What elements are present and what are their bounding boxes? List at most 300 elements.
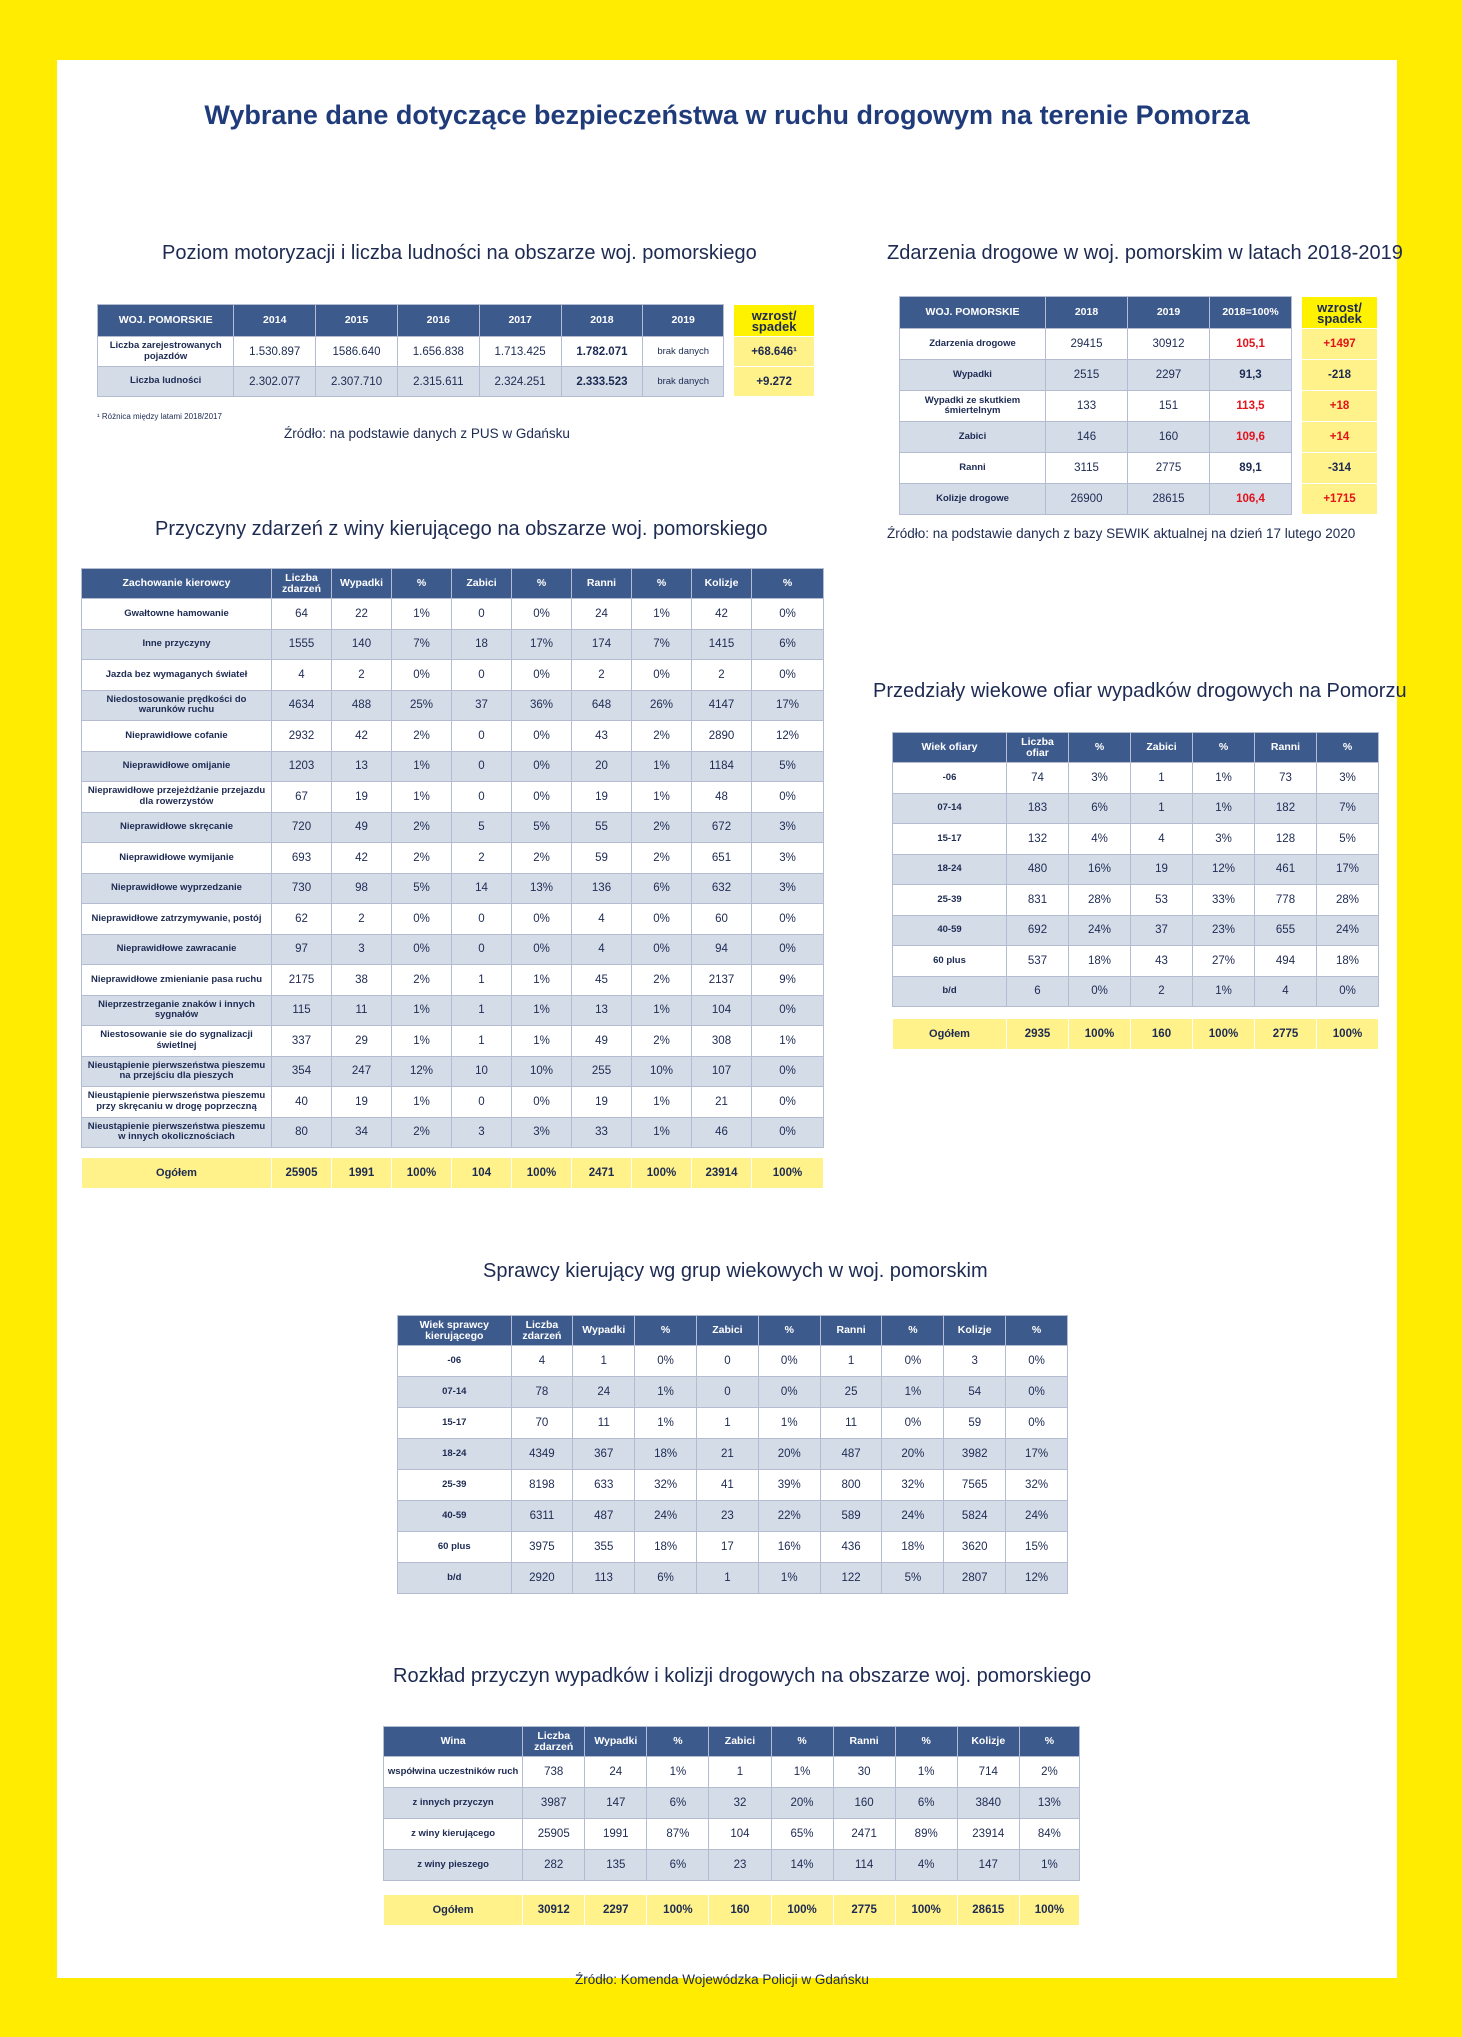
cell-value: 22 — [332, 599, 392, 630]
spacer-cell — [1292, 422, 1302, 453]
row-label: z winy kierującego — [384, 1819, 523, 1850]
row-label: Nieustąpienie pierwszeństwa pieszemu na przejściu dla pieszych — [82, 1056, 272, 1087]
column-header: 2019 — [643, 305, 724, 337]
total-value: 100% — [1317, 1019, 1379, 1050]
change-value: +9.272 — [734, 367, 815, 397]
cell-value: 0 — [452, 782, 512, 813]
row-label: Wypadki ze skutkiem śmiertelnym — [900, 391, 1046, 422]
row-label: z innych przyczyn — [384, 1788, 523, 1819]
total-value: 100% — [771, 1895, 833, 1926]
row-label: 15-17 — [398, 1408, 512, 1439]
cell-value: 11 — [332, 995, 392, 1026]
column-header: % — [392, 569, 452, 599]
cell-value: 2 — [332, 660, 392, 691]
cell-value: 1.656.838 — [397, 337, 479, 367]
cell-value: 1% — [392, 782, 452, 813]
cell-value: 1% — [632, 1117, 692, 1148]
drivers-table — [397, 1315, 1068, 1594]
cell-value: 0 — [452, 599, 512, 630]
cell-value: 4 — [511, 1346, 573, 1377]
cell-value: 461 — [1255, 854, 1317, 885]
cell-value: 98 — [332, 873, 392, 904]
cell-value: 18% — [635, 1439, 697, 1470]
total-value: 100% — [647, 1895, 709, 1926]
cell-value: 0% — [752, 782, 824, 813]
cell-value: 54 — [944, 1377, 1006, 1408]
table-row — [82, 995, 824, 1026]
cell-value: 132 — [1007, 824, 1069, 855]
cell-value: 2 — [692, 660, 752, 691]
cell-value: 24 — [573, 1377, 635, 1408]
spacer-cell — [724, 305, 734, 337]
cell-value: 0 — [452, 721, 512, 752]
cell-value: 13 — [332, 751, 392, 782]
cell-value: 24 — [572, 599, 632, 630]
cell-value: 1% — [1019, 1850, 1079, 1881]
cell-value: 32 — [709, 1788, 771, 1819]
cell-value: 19 — [332, 1087, 392, 1118]
cell-value: 89% — [895, 1819, 957, 1850]
change-value: +1715 — [1302, 484, 1378, 515]
column-header: Wina — [384, 1727, 523, 1757]
row-label: 60 plus — [398, 1532, 512, 1563]
change-value: +14 — [1302, 422, 1378, 453]
cell-value: 0 — [697, 1346, 759, 1377]
cell-value: 2% — [1019, 1757, 1079, 1788]
cell-value: 1 — [697, 1563, 759, 1594]
table-row — [893, 946, 1379, 977]
poster-page — [57, 60, 1407, 1987]
column-header: % — [1317, 733, 1379, 763]
cell-value: 3 — [332, 934, 392, 965]
column-header: Kolizje — [692, 569, 752, 599]
row-label: Nieprawidłowe wymijanie — [82, 843, 272, 874]
spacer-cell — [724, 337, 734, 367]
cell-value: 480 — [1007, 854, 1069, 885]
cell-value: 2.333.523 — [561, 367, 643, 397]
table-row — [900, 360, 1378, 391]
column-header: Wypadki — [573, 1316, 635, 1346]
cell-value: 1% — [392, 1026, 452, 1057]
cell-value: 24% — [1069, 915, 1131, 946]
cell-value: 3% — [752, 843, 824, 874]
cell-value: 38 — [332, 965, 392, 996]
cell-value: 0% — [512, 1087, 572, 1118]
cell-value: 104 — [709, 1819, 771, 1850]
table-row — [82, 1087, 824, 1118]
cell-value: 160 — [1128, 422, 1210, 453]
change-value: +1497 — [1302, 329, 1378, 360]
cell-value: 1.713.425 — [479, 337, 561, 367]
row-label: Nieprawidłowe omijanie — [82, 751, 272, 782]
cell-value: 7% — [392, 629, 452, 660]
cell-value: 45 — [572, 965, 632, 996]
cell-value: 1% — [1193, 793, 1255, 824]
cell-value: 25% — [392, 690, 452, 721]
cell-value: 12% — [1193, 854, 1255, 885]
cell-value: 8198 — [511, 1470, 573, 1501]
cell-value: 17% — [512, 629, 572, 660]
column-header: Wypadki — [332, 569, 392, 599]
table-row — [82, 690, 824, 721]
cell-value: 3 — [944, 1346, 1006, 1377]
cell-value: 633 — [573, 1470, 635, 1501]
cell-value: 113 — [573, 1563, 635, 1594]
row-label: 07-14 — [398, 1377, 512, 1408]
cell-value: 487 — [820, 1439, 882, 1470]
column-header: % — [895, 1727, 957, 1757]
table-row — [82, 812, 824, 843]
cell-value: 1 — [709, 1757, 771, 1788]
row-label: Zdarzenia drogowe — [900, 329, 1046, 360]
table-row — [893, 763, 1379, 794]
cell-value: 6% — [632, 873, 692, 904]
fault-table — [383, 1726, 1080, 1926]
table-row — [900, 453, 1378, 484]
column-header: Zabici — [1131, 733, 1193, 763]
total-value: 100% — [1193, 1019, 1255, 1050]
cell-value: 0% — [752, 995, 824, 1026]
column-header: % — [1019, 1727, 1079, 1757]
cell-value: 3987 — [523, 1788, 585, 1819]
cell-value: 1 — [452, 1026, 512, 1057]
cell-value: 15% — [1006, 1532, 1068, 1563]
cell-value: 0% — [512, 599, 572, 630]
row-label: Nieprawidłowe wyprzedzanie — [82, 873, 272, 904]
cell-value: 23 — [697, 1501, 759, 1532]
cell-value: 6% — [635, 1563, 697, 1594]
cell-value: 0% — [758, 1377, 820, 1408]
cell-value: 0% — [752, 1056, 824, 1087]
cell-value: 1% — [882, 1377, 944, 1408]
column-header: % — [512, 569, 572, 599]
cell-value: 354 — [272, 1056, 332, 1087]
cell-value: 4% — [895, 1850, 957, 1881]
column-header: 2016 — [397, 305, 479, 337]
total-value: 2775 — [833, 1895, 895, 1926]
cell-value: 18% — [1069, 946, 1131, 977]
cell-value: 1.530.897 — [234, 337, 316, 367]
row-label: 18-24 — [893, 854, 1007, 885]
total-value: 2775 — [1255, 1019, 1317, 1050]
cell-value: 0% — [512, 660, 572, 691]
row-label: współwina uczestników ruch — [384, 1757, 523, 1788]
cell-value: 0 — [452, 751, 512, 782]
table-row — [893, 885, 1379, 916]
cell-value: 136 — [572, 873, 632, 904]
cell-value: 0% — [1069, 976, 1131, 1007]
cell-value: 0% — [512, 751, 572, 782]
cell-value: 128 — [1255, 824, 1317, 855]
total-value: 160 — [709, 1895, 771, 1926]
cell-value: 0% — [758, 1346, 820, 1377]
cell-value: 27% — [1193, 946, 1255, 977]
cell-value: 2.315.611 — [397, 367, 479, 397]
column-header: % — [647, 1727, 709, 1757]
cell-value: 0% — [1317, 976, 1379, 1007]
cell-value: 436 — [820, 1532, 882, 1563]
cell-value: 0 — [697, 1377, 759, 1408]
cell-value: 0% — [1006, 1377, 1068, 1408]
change-value: +18 — [1302, 391, 1378, 422]
cell-value: 2137 — [692, 965, 752, 996]
spacer-cell — [1292, 453, 1302, 484]
cell-value: 14 — [452, 873, 512, 904]
cell-value: 3% — [752, 812, 824, 843]
cell-value: 4349 — [511, 1439, 573, 1470]
cell-value: 5% — [1317, 824, 1379, 855]
cell-value: 3620 — [944, 1532, 1006, 1563]
total-value: 1991 — [332, 1158, 392, 1189]
row-label: Nieprawidłowe zatrzymywanie, postój — [82, 904, 272, 935]
table-row — [98, 337, 815, 367]
table-row — [398, 1470, 1068, 1501]
cell-value: 282 — [523, 1850, 585, 1881]
cell-value: 672 — [692, 812, 752, 843]
cell-value: 355 — [573, 1532, 635, 1563]
total-label: Ogółem — [384, 1895, 523, 1926]
column-header: Liczba zdarzeń — [523, 1727, 585, 1757]
cell-value: 2.302.077 — [234, 367, 316, 397]
cell-value: 18% — [635, 1532, 697, 1563]
cell-value: 0% — [392, 904, 452, 935]
cell-value: 0% — [392, 934, 452, 965]
table-row — [82, 873, 824, 904]
column-header: % — [771, 1727, 833, 1757]
cell-value: 133 — [1046, 391, 1128, 422]
cell-value: 36% — [512, 690, 572, 721]
row-label: b/d — [398, 1563, 512, 1594]
cell-value: 6% — [647, 1850, 709, 1881]
row-label: Nieprawidłowe zmienianie pasa ruchu — [82, 965, 272, 996]
table-row — [900, 484, 1378, 515]
cell-value: 182 — [1255, 793, 1317, 824]
cell-value: 0% — [632, 934, 692, 965]
cell-value: 1 — [820, 1346, 882, 1377]
cell-value: 1% — [512, 965, 572, 996]
index-value: 113,5 — [1210, 391, 1292, 422]
cell-value: 6% — [1069, 793, 1131, 824]
page-title: Wybrane dane dotyczące bezpieczeństwa w ruchu drogowym na terenie Pomorza — [204, 100, 1250, 130]
cell-value: 2 — [332, 904, 392, 935]
cell-value: 3 — [452, 1117, 512, 1148]
row-label: Nieprawidłowe cofanie — [82, 721, 272, 752]
cell-value: 2% — [392, 965, 452, 996]
cell-value: 1% — [392, 995, 452, 1026]
cell-value: 7% — [1317, 793, 1379, 824]
table-row — [398, 1563, 1068, 1594]
cell-value: 2471 — [833, 1819, 895, 1850]
cell-value: 33 — [572, 1117, 632, 1148]
cell-value: 3982 — [944, 1439, 1006, 1470]
cell-value: 174 — [572, 629, 632, 660]
row-label: 40-59 — [398, 1501, 512, 1532]
row-label: Nieprawidłowe zawracanie — [82, 934, 272, 965]
cell-value: 1% — [647, 1757, 709, 1788]
change-header: wzrost/ spadek — [734, 305, 815, 337]
header-row — [384, 1727, 1080, 1757]
column-header: Liczba ofiar — [1007, 733, 1069, 763]
cell-value: 494 — [1255, 946, 1317, 977]
total-value: 2471 — [572, 1158, 632, 1189]
row-label: Nieprawidłowe przejeżdżanie przejazdu dla rowerzystów — [82, 782, 272, 813]
table-row — [82, 843, 824, 874]
cell-value: 10% — [632, 1056, 692, 1087]
cell-value: 32% — [635, 1470, 697, 1501]
cell-value: 1% — [771, 1757, 833, 1788]
row-label: Nieustąpienie pierwszeństwa pieszemu w innych okolicznościach — [82, 1117, 272, 1148]
spacer-cell — [893, 1007, 1379, 1019]
cell-value: 17% — [1317, 854, 1379, 885]
cell-value: 43 — [1131, 946, 1193, 977]
cell-value: 0% — [392, 660, 452, 691]
fault-title: Rozkład przyczyn wypadków i kolizji drogowych na obszarze woj. pomorskiego — [393, 1665, 1092, 1687]
table-row — [82, 751, 824, 782]
table-row — [82, 782, 824, 813]
cell-value: 12% — [1006, 1563, 1068, 1594]
cell-value: 0% — [512, 782, 572, 813]
cell-value: 537 — [1007, 946, 1069, 977]
table-row — [82, 629, 824, 660]
table-row — [398, 1439, 1068, 1470]
cell-value: 135 — [585, 1850, 647, 1881]
table-row — [398, 1377, 1068, 1408]
cell-value: 2175 — [272, 965, 332, 996]
table-row — [98, 367, 815, 397]
table-row — [82, 660, 824, 691]
cell-value: 1 — [452, 965, 512, 996]
total-row — [82, 1158, 824, 1189]
cell-value: 6% — [752, 629, 824, 660]
cell-value: 2 — [1131, 976, 1193, 1007]
cell-value: 1% — [758, 1408, 820, 1439]
cell-value: 7565 — [944, 1470, 1006, 1501]
total-value: 100% — [1069, 1019, 1131, 1050]
column-header: Zachowanie kierowcy — [82, 569, 272, 599]
cell-value: 160 — [833, 1788, 895, 1819]
cell-value: 1% — [752, 1026, 824, 1057]
cell-value: 80 — [272, 1117, 332, 1148]
cell-value: 4% — [1069, 824, 1131, 855]
total-value: 28615 — [957, 1895, 1019, 1926]
table-row — [893, 976, 1379, 1007]
cell-value: 9% — [752, 965, 824, 996]
table-row — [82, 1056, 824, 1087]
row-label: Niestosowanie sie do sygnalizacji świetlnej — [82, 1026, 272, 1057]
row-label: 15-17 — [893, 824, 1007, 855]
cell-value: 30 — [833, 1757, 895, 1788]
cell-value: 487 — [573, 1501, 635, 1532]
row-label: Nieustąpienie pierwszeństwa pieszemu przy skręcaniu w drogę poprzeczną — [82, 1087, 272, 1118]
cell-value: 5% — [392, 873, 452, 904]
cell-value: 1555 — [272, 629, 332, 660]
cell-value: 1 — [452, 995, 512, 1026]
cell-value: 60 — [692, 904, 752, 935]
cell-value: 32% — [882, 1470, 944, 1501]
cell-value: 33% — [1193, 885, 1255, 916]
row-label: Liczba ludności — [98, 367, 234, 397]
cell-value: 247 — [332, 1056, 392, 1087]
cell-value: 24 — [585, 1757, 647, 1788]
cell-value: 4147 — [692, 690, 752, 721]
cell-value: 7% — [632, 629, 692, 660]
total-value: 100% — [632, 1158, 692, 1189]
moto-title: Poziom motoryzacji i liczba ludności na obszarze woj. pomorskiego — [162, 242, 757, 264]
cell-value: 114 — [833, 1850, 895, 1881]
cell-value: 730 — [272, 873, 332, 904]
cell-value: 12% — [752, 721, 824, 752]
cell-value: 12% — [392, 1056, 452, 1087]
cell-value: 2% — [392, 1117, 452, 1148]
spacer-cell — [1292, 360, 1302, 391]
cell-value: 1% — [632, 995, 692, 1026]
cell-value: 26% — [632, 690, 692, 721]
cell-value: 3115 — [1046, 453, 1128, 484]
events-source: Źródło: na podstawie danych z bazy SEWIK aktualnej na dzień 17 lutego 2020 — [887, 526, 1356, 541]
total-value: 100% — [895, 1895, 957, 1926]
cell-value: 26900 — [1046, 484, 1128, 515]
cell-value: 19 — [1131, 854, 1193, 885]
cell-value: 6311 — [511, 1501, 573, 1532]
cell-value: 0 — [452, 1087, 512, 1118]
row-label: Wypadki — [900, 360, 1046, 391]
column-header: 2018 — [1046, 297, 1128, 329]
cell-value: 20% — [758, 1439, 820, 1470]
cell-value: 2890 — [692, 721, 752, 752]
row-label: 60 plus — [893, 946, 1007, 977]
cell-value: 59 — [944, 1408, 1006, 1439]
cell-value: 39% — [758, 1470, 820, 1501]
cell-value: 2% — [392, 721, 452, 752]
cell-value: 55 — [572, 812, 632, 843]
cell-value: 337 — [272, 1026, 332, 1057]
column-header: % — [882, 1316, 944, 1346]
table-row — [82, 599, 824, 630]
cell-value: 3% — [512, 1117, 572, 1148]
cell-value: 648 — [572, 690, 632, 721]
cell-value: 738 — [523, 1757, 585, 1788]
cell-value: 1415 — [692, 629, 752, 660]
cell-value: 20% — [771, 1788, 833, 1819]
cell-value: 59 — [572, 843, 632, 874]
cell-value: 64 — [272, 599, 332, 630]
column-header: Wiek sprawcy kierującego — [398, 1316, 512, 1346]
cell-value: 1184 — [692, 751, 752, 782]
cell-value: 2% — [632, 965, 692, 996]
spacer-cell — [82, 1148, 824, 1158]
cell-value: 0% — [632, 660, 692, 691]
victims-title: Przedziały wiekowe ofiar wypadków drogowych na Pomorzu — [873, 680, 1407, 702]
cell-value: 28% — [1069, 885, 1131, 916]
cell-value: 0% — [882, 1346, 944, 1377]
total-value: 100% — [512, 1158, 572, 1189]
drivers-title: Sprawcy kierujący wg grup wiekowych w woj. pomorskim — [483, 1260, 988, 1282]
cell-value: 22% — [758, 1501, 820, 1532]
column-header: 2018 — [561, 305, 643, 337]
column-header: Wypadki — [585, 1727, 647, 1757]
header-row — [893, 733, 1379, 763]
cell-value: 1% — [635, 1408, 697, 1439]
cell-value: 40 — [272, 1087, 332, 1118]
cell-value: 6% — [647, 1788, 709, 1819]
column-header: % — [752, 569, 824, 599]
cell-value: brak danych — [643, 337, 724, 367]
cell-value: 308 — [692, 1026, 752, 1057]
spacer-row — [82, 1148, 824, 1158]
cell-value: 13 — [572, 995, 632, 1026]
row-label: Liczba zarejestrowanych pojazdów — [98, 337, 234, 367]
cell-value: 2% — [632, 812, 692, 843]
